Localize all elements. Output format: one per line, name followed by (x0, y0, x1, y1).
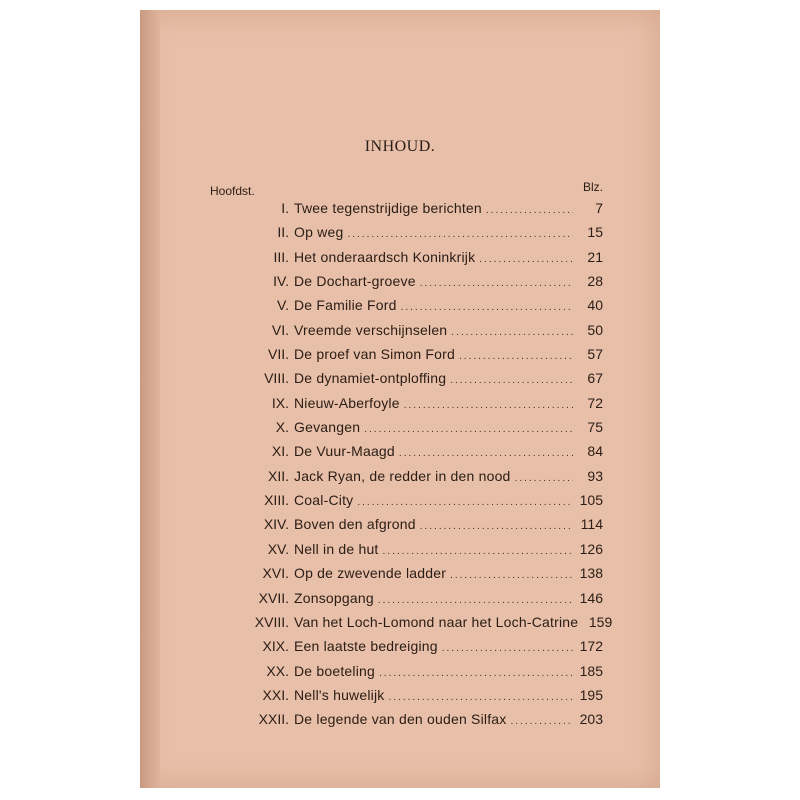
chapter-title: De boeteling (294, 662, 376, 679)
page-number: 72 (587, 394, 603, 411)
toc-entry (210, 565, 603, 589)
dot-leader (404, 400, 573, 411)
page-number: 21 (587, 248, 603, 265)
page-number: 15 (587, 224, 603, 241)
chapter-number: XII. (267, 467, 289, 484)
page-number: 7 (595, 200, 603, 216)
toc-entry (210, 370, 603, 394)
toc-entry (210, 613, 613, 638)
chapter-title: De legende van den ouden Silfax (294, 711, 507, 728)
page-number: 57 (587, 346, 603, 363)
book-page (140, 10, 660, 788)
toc-entry (210, 638, 603, 662)
dot-leader (515, 473, 573, 484)
toc-entry (210, 249, 603, 273)
toc-entry (210, 541, 603, 565)
chapter-title: Boven den afgrond (294, 516, 416, 533)
dot-leader (357, 497, 573, 508)
table-of-contents (210, 200, 613, 736)
page-number: 159 (588, 613, 613, 630)
dot-leader (379, 668, 573, 679)
page-number: 84 (587, 443, 603, 460)
toc-entry (210, 711, 603, 735)
chapter-title: Een laatste bedreiging (294, 638, 438, 655)
chapter-number: VI. (271, 321, 289, 338)
dot-leader (479, 254, 573, 265)
page-number: 172 (579, 638, 603, 655)
page-number: 195 (579, 686, 603, 703)
chapter-number: XIII. (264, 492, 289, 509)
toc-entry (210, 516, 603, 540)
dot-leader (450, 570, 573, 581)
page-number: 67 (587, 370, 603, 387)
toc-entry (210, 419, 603, 443)
chapter-number: XVI. (262, 565, 289, 582)
chapter-number: IV. (273, 273, 289, 290)
chapter-title: De dynamiet-ontploffing (294, 370, 447, 387)
toc-entry (210, 346, 603, 370)
toc-entry (210, 297, 603, 321)
toc-entry (210, 224, 603, 248)
toc-entry (210, 395, 603, 419)
chapter-number: XIV. (263, 516, 289, 533)
chapter-number: V. (277, 297, 289, 314)
dot-leader (510, 716, 573, 727)
chapter-title: Gevangen (294, 419, 361, 436)
chapter-number: II. (277, 224, 289, 241)
chapter-number: IX. (271, 394, 289, 411)
chapter-title: Zonsopgang (294, 589, 374, 606)
chapter-column-header: Hoofdst. (210, 184, 255, 198)
page-number: 126 (579, 540, 603, 557)
chapter-title: Het onderaardsch Koninkrijk (294, 248, 476, 265)
dot-leader (378, 595, 573, 606)
chapter-title: De Vuur-Maagd (294, 443, 395, 460)
chapter-number: XX. (266, 662, 289, 679)
page-number: 93 (587, 467, 603, 484)
chapter-title: Op weg (294, 224, 344, 241)
dot-leader (451, 327, 573, 338)
toc-entry (210, 590, 603, 614)
page-number: 50 (587, 321, 603, 338)
chapter-number: I. (281, 200, 289, 216)
chapter-number: III. (273, 248, 289, 265)
chapter-title: Nell's huwelijk (294, 686, 385, 703)
dot-leader (401, 302, 573, 313)
dot-leader (420, 521, 573, 532)
chapter-title: Nell in de hut (294, 540, 379, 557)
dot-leader (364, 424, 573, 435)
chapter-number: XV. (267, 540, 289, 557)
dot-leader (399, 448, 573, 459)
toc-entry (210, 492, 603, 516)
page-number: 146 (579, 589, 603, 606)
page-title: INHOUD. (364, 138, 436, 155)
toc-entry (210, 687, 603, 711)
chapter-title: Op de zwevende ladder (294, 565, 447, 582)
page-number: 185 (579, 662, 603, 679)
chapter-number: XVII. (258, 589, 289, 606)
dot-leader (388, 692, 573, 703)
toc-entry (210, 200, 603, 224)
dot-leader (442, 643, 573, 654)
chapter-number: XXII. (258, 711, 289, 728)
dot-leader (486, 205, 573, 216)
chapter-title: Van het Loch-Lomond naar het Loch-Catrine (294, 613, 579, 630)
chapter-title: Twee tegenstrijdige berichten (294, 200, 482, 216)
toc-entry (210, 443, 603, 467)
chapter-number: XI. (271, 443, 289, 460)
dot-leader (420, 278, 573, 289)
dot-leader (450, 375, 573, 386)
page-number: 203 (579, 711, 603, 728)
page-spine (140, 10, 160, 788)
page-number: 40 (587, 297, 603, 314)
chapter-title: Vreemde verschijnselen (294, 321, 448, 338)
page-number: 114 (580, 516, 603, 533)
toc-entry (210, 663, 603, 687)
chapter-number: X. (275, 419, 289, 436)
page-number: 28 (587, 273, 603, 290)
chapter-title: De Dochart-groeve (294, 273, 416, 290)
chapter-title: Coal-City (294, 492, 354, 509)
chapter-title: De proef van Simon Ford (294, 346, 456, 363)
chapter-title: De Familie Ford (294, 297, 397, 314)
chapter-title: Jack Ryan, de redder in den nood (294, 467, 511, 484)
page-column-header: Blz. (582, 180, 603, 194)
dot-leader (459, 351, 573, 362)
toc-entry (210, 273, 603, 297)
dot-leader (347, 229, 573, 240)
dot-leader (383, 546, 573, 557)
page-number: 138 (579, 565, 603, 582)
page-number: 75 (587, 419, 603, 436)
chapter-number: XIX. (262, 638, 289, 655)
page-number: 105 (579, 492, 603, 509)
chapter-number: VIII. (264, 370, 289, 387)
chapter-number: VII. (267, 346, 289, 363)
chapter-number: XVIII. (254, 613, 289, 630)
toc-entry (210, 468, 603, 492)
toc-entry (210, 322, 603, 346)
chapter-title: Nieuw-Aberfoyle (294, 394, 400, 411)
chapter-number: XXI. (262, 686, 289, 703)
